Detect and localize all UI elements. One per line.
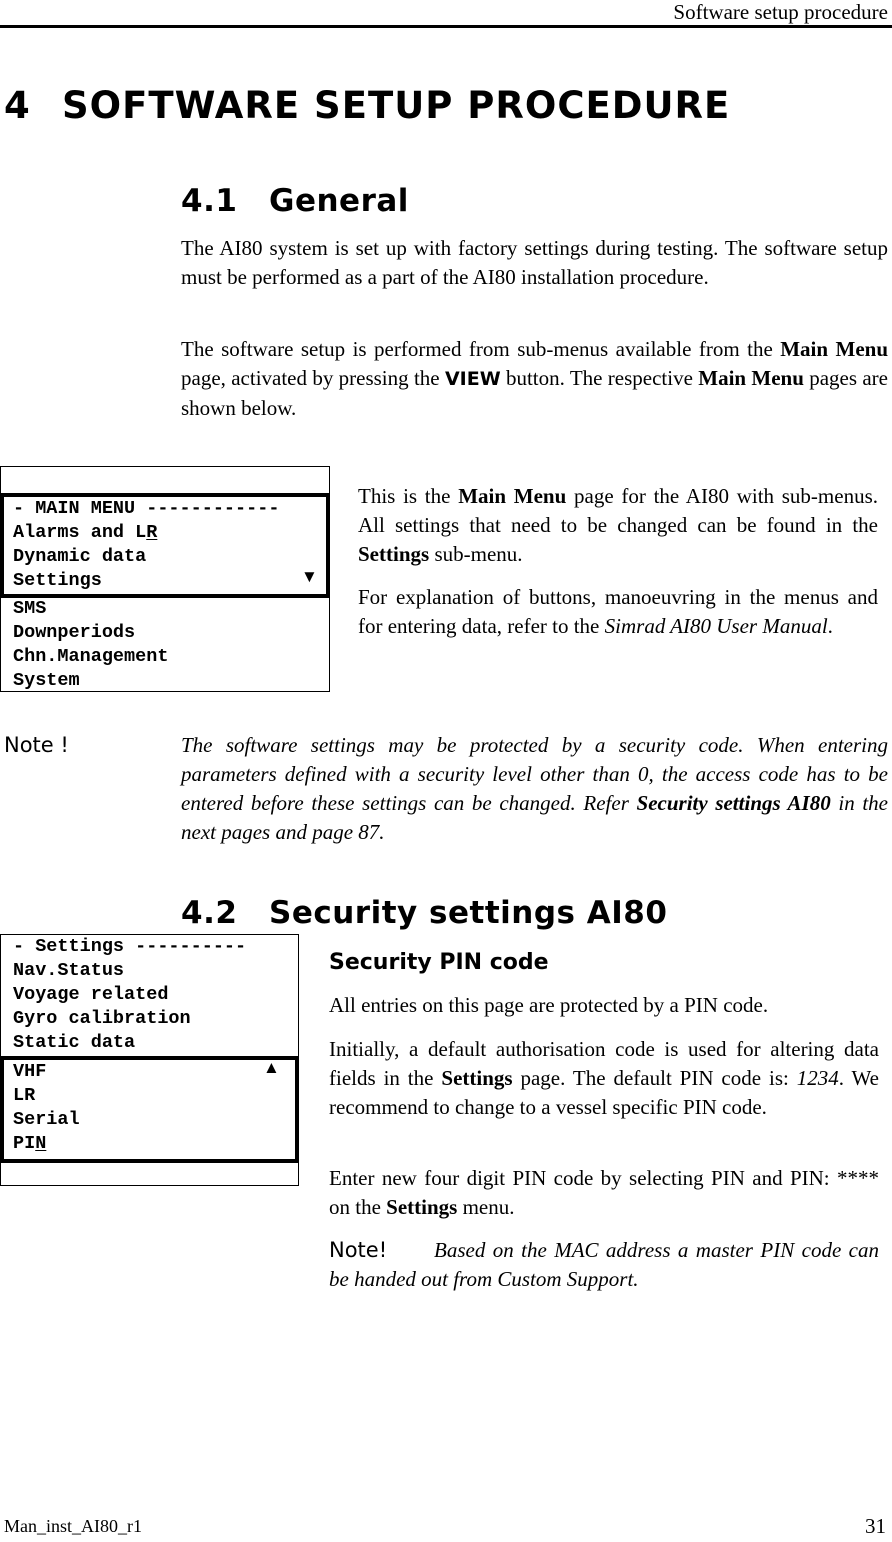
- security-note-label: Note!: [329, 1238, 388, 1262]
- section-title: Security settings AI80: [269, 895, 668, 931]
- menu-title-line: - MAIN MENU ------------: [13, 498, 280, 519]
- menu-item-dynamic-data[interactable]: Dynamic data: [13, 546, 147, 567]
- security-paragraph-1: All entries on this page are protected by a PIN code.: [329, 993, 769, 1017]
- section-heading-general: [181, 183, 409, 219]
- view-button-label: VIEW: [444, 368, 501, 390]
- section-heading-security: [181, 895, 667, 931]
- menu-item-system[interactable]: System: [13, 670, 80, 691]
- chapter-heading: [4, 84, 730, 127]
- menu-item-alarms-lr[interactable]: Alarms and LR: [13, 522, 158, 543]
- settings-item-pin[interactable]: PIN: [13, 1133, 47, 1154]
- settings-item-vhf[interactable]: VHF: [13, 1061, 47, 1082]
- security-note: Note! Based on the MAC address a master PIN code can be handed out from Custom Support.: [329, 1238, 879, 1291]
- scroll-up-icon: ▲: [263, 1058, 280, 1077]
- security-paragraph-2: Initially, a default authorisation code is used for altering data fields in the Settings page. The default PIN code is: 1234. We recommend to change to a vessel specific PIN code.: [329, 1037, 879, 1119]
- general-paragraph-2: The software setup is performed from sub-menus available from the Main Menu page, activated by pressing the VIEW button. The respective Main Menu pages are shown below.: [181, 337, 888, 420]
- running-header: Software setup procedure: [673, 0, 888, 24]
- visible-window-frame: [0, 493, 330, 598]
- general-paragraph-1: The AI80 system is set up with factory settings during testing. The software setup must be performed as a part of the AI80 installation procedure.: [181, 236, 888, 289]
- header-rule: [0, 25, 892, 28]
- chapter-title: SOFTWARE SETUP PROCEDURE: [62, 84, 731, 127]
- main-menu-display: [0, 466, 330, 692]
- settings-item-lr[interactable]: LR: [13, 1085, 36, 1106]
- security-paragraph-3: Enter new four digit PIN code by selecting PIN and PIN: **** on the Settings menu.: [329, 1166, 879, 1219]
- settings-display: [0, 934, 299, 1186]
- main-menu-caption-1: This is the Main Menu page for the AI80 with sub-menus. All settings that need to be changed can be found in the Settings sub-menu.: [358, 484, 878, 566]
- settings-item-gyro-calibration[interactable]: Gyro calibration: [13, 1008, 191, 1029]
- note-label: Note !: [4, 733, 69, 757]
- section-title: General: [269, 183, 409, 219]
- section-number: 4.1: [181, 183, 238, 219]
- settings-item-static-data[interactable]: Static data: [13, 1032, 136, 1053]
- menu-item-sms[interactable]: SMS: [13, 598, 47, 619]
- settings-item-nav-status[interactable]: Nav.Status: [13, 960, 125, 981]
- chapter-number: 4: [4, 84, 31, 127]
- settings-title-line: - Settings ----------: [13, 936, 247, 957]
- footer-page-number: 31: [865, 1514, 886, 1538]
- settings-item-voyage-related[interactable]: Voyage related: [13, 984, 169, 1005]
- menu-item-settings[interactable]: Settings: [13, 570, 102, 591]
- scroll-down-icon: ▼: [301, 567, 318, 586]
- visible-window-frame: [0, 1056, 299, 1163]
- menu-item-downperiods[interactable]: Downperiods: [13, 622, 136, 643]
- footer-doc-id: Man_inst_AI80_r1: [4, 1516, 142, 1536]
- menu-item-chn-management[interactable]: Chn.Management: [13, 646, 169, 667]
- section-number: 4.2: [181, 895, 238, 931]
- main-menu-caption-2: For explanation of buttons, manoeuvring in the menus and for entering data, refer to the Simrad AI80 User Manual.: [358, 585, 878, 638]
- settings-item-serial[interactable]: Serial: [13, 1109, 80, 1130]
- note-text: The software settings may be protected by a security code. When entering parameters defined with a security level other than 0, the access code has to be entered before these settings can be changed. Refer Security settings AI80 in the next pages and page 87.: [181, 733, 888, 844]
- security-subheading: Security PIN code: [329, 950, 549, 975]
